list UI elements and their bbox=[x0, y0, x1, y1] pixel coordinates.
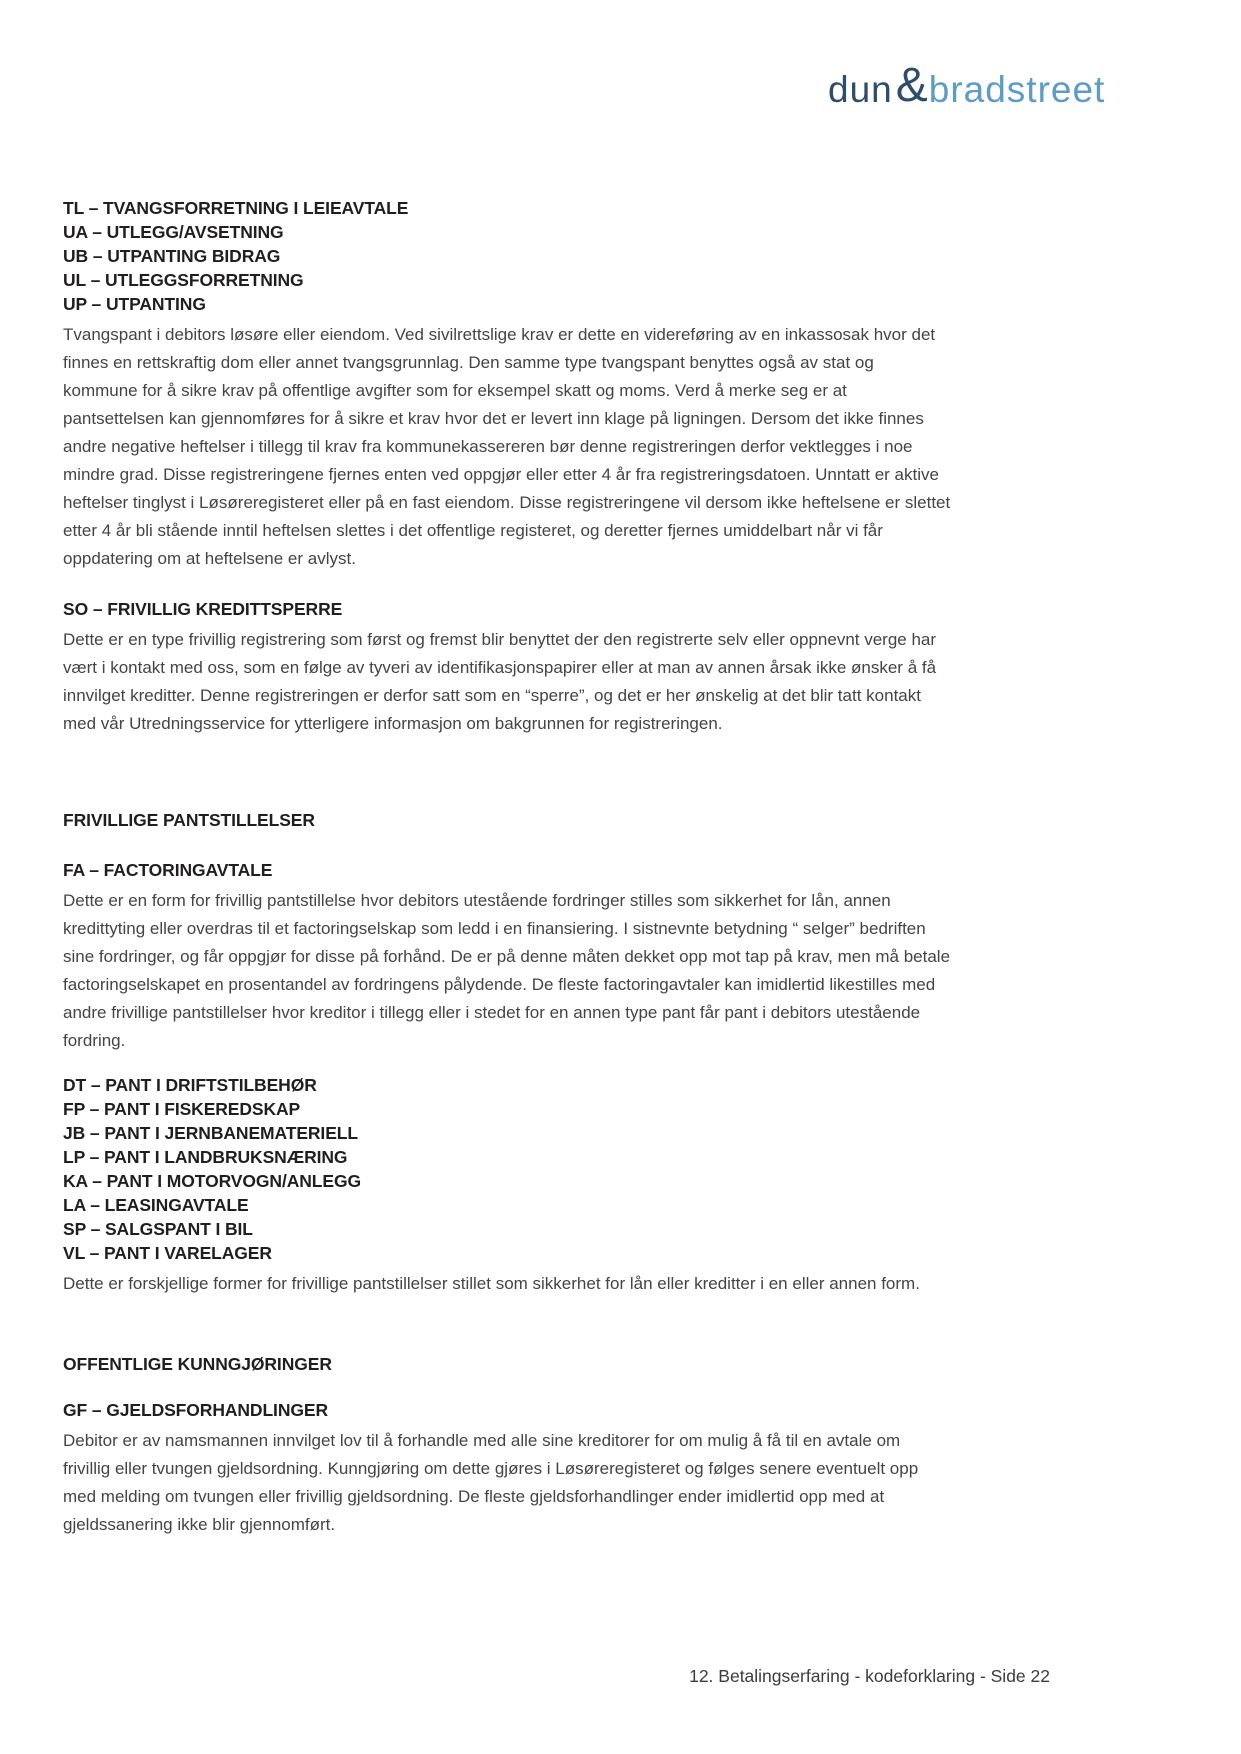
code-heading-jb: JB – PANT I JERNBANEMATERIELL bbox=[63, 1123, 358, 1143]
section-fa-factoringavtale bbox=[63, 858, 951, 1055]
paragraph-so: Dette er en type frivillig registrering som først og fremst blir benyttet der den registrerte selv eller oppnevnt verge har vært i kontakt med oss, som en følge av tyveri av identifikasjonspapirer eller at man av annen årsak ikke ønsker å få innvilget kreditter. Denne registreringen er derfor satt som en “sperre”, og det er her ønskelig at det blir tatt kontakt med vår Utredningsservice for ytterligere informasjon om bakgrunnen for registreringen. bbox=[63, 630, 937, 733]
section-title-offentlige-kunngjoringer: OFFENTLIGE KUNNGJØRINGER bbox=[63, 1354, 332, 1374]
logo-ampersand-icon: & bbox=[895, 59, 928, 112]
code-heading-ua: UA – UTLEGG/AVSETNING bbox=[63, 222, 284, 242]
code-heading-sp: SP – SALGSPANT I BIL bbox=[63, 1219, 253, 1239]
document-content bbox=[63, 196, 951, 1539]
section-tvangsforretninger bbox=[63, 196, 951, 573]
code-heading-ka: KA – PANT I MOTORVOGN/ANLEGG bbox=[63, 1171, 361, 1191]
code-heading-tl: TL – TVANGSFORRETNING I LEIEAVTALE bbox=[63, 198, 409, 218]
paragraph-pant-koder: Dette er forskjellige former for frivillige pantstillelser stillet som sikkerhet for lån eller kreditter i en eller annen form. bbox=[63, 1274, 920, 1293]
section-gf-gjeldsforhandlinger bbox=[63, 1398, 951, 1539]
page-footer: 12. Betalingserfaring - kodeforklaring - Side 22 bbox=[689, 1666, 1050, 1686]
code-heading-ul: UL – UTLEGGSFORRETNING bbox=[63, 270, 304, 290]
code-heading-up: UP – UTPANTING bbox=[63, 294, 206, 314]
code-heading-so: SO – FRIVILLIG KREDITTSPERRE bbox=[63, 599, 343, 619]
section-title-frivillige-pantstillelser: FRIVILLIGE PANTSTILLELSER bbox=[63, 810, 315, 830]
section-pant-koder bbox=[63, 1073, 951, 1298]
code-heading-lp: LP – PANT I LANDBRUKSNÆRING bbox=[63, 1147, 348, 1167]
code-heading-la: LA – LEASINGAVTALE bbox=[63, 1195, 249, 1215]
code-heading-gf: GF – GJELDSFORHANDLINGER bbox=[63, 1400, 328, 1420]
dun-bradstreet-logo bbox=[828, 59, 1106, 112]
paragraph-fa: Dette er en form for frivillig pantstillelse hvor debitors utestående fordringer stilles som sikkerhet for lån, annen kredittyting eller overdras til et factoringselskap som ledd i en finansiering. I sistnevnte betydning “ selger” bedriften sine fordringer, og får oppgjør for disse på forhånd. De er på denne måten dekket opp mot tap på krav, men må betale factoringselskapet en prosentandel av fordringens pålydende. De fleste factoringavtaler kan imidlertid likestilles med andre frivillige pantstillelser hvor kreditor i tillegg eller i stedet for en annen type pant får pant i debitors utestående fordring. bbox=[63, 891, 951, 1050]
paragraph-gf: Debitor er av namsmannen innvilget lov til å forhandle med alle sine kreditorer for om mulig å få til en avtale om frivillig eller tvungen gjeldsordning. Kunngjøring om dette gjøres i Løsøreregisteret og følges senere eventuelt opp med melding om tvungen eller frivillig gjeldsordning. De fleste gjeldsforhandlinger ender imidlertid opp med at gjeldssanering ikke blir gjennomført. bbox=[63, 1431, 919, 1534]
logo-text-dun: dun bbox=[828, 68, 893, 110]
code-heading-ub: UB – UTPANTING BIDRAG bbox=[63, 246, 281, 266]
section-so-kredittsperre bbox=[63, 597, 951, 738]
code-heading-vl: VL – PANT I VARELAGER bbox=[63, 1243, 272, 1263]
code-heading-fp: FP – PANT I FISKEREDSKAP bbox=[63, 1099, 301, 1119]
logo-text-bradstreet: bradstreet bbox=[928, 68, 1106, 110]
paragraph-tvangspant: Tvangspant i debitors løsøre eller eiendom. Ved sivilrettslige krav er dette en videreføring av en inkassosak hvor det finnes en rettskraftig dom eller annet tvangsgrunnlag. Den samme type tvangspant benyttes også av stat og kommune for å sikre krav på offentlige avgifter som for eksempel skatt og moms. Verd å merke seg er at pantsettelsen kan gjennomføres for å sikre et krav hvor det er levert inn klage på ligningen. Dersom det ikke finnes andre negative heftelser i tillegg til krav fra kommunekassereren bør denne registreringen derfor vektlegges i noe mindre grad. Disse registreringene fjernes enten ved oppgjør eller etter 4 år fra registreringsdatoen. Unntatt er aktive heftelser tinglyst i Løsøreregisteret eller på en fast eiendom. Disse registreringene vil dersom ikke heftelsene er slettet etter 4 år bli stående inntil heftelsen slettes i det offentlige registeret, og deretter fjernes umiddelbart når vi får oppdatering om at heftelsene er avlyst. bbox=[63, 325, 951, 568]
code-heading-fa: FA – FACTORINGAVTALE bbox=[63, 860, 273, 880]
code-heading-dt: DT – PANT I DRIFTSTILBEHØR bbox=[63, 1075, 317, 1095]
